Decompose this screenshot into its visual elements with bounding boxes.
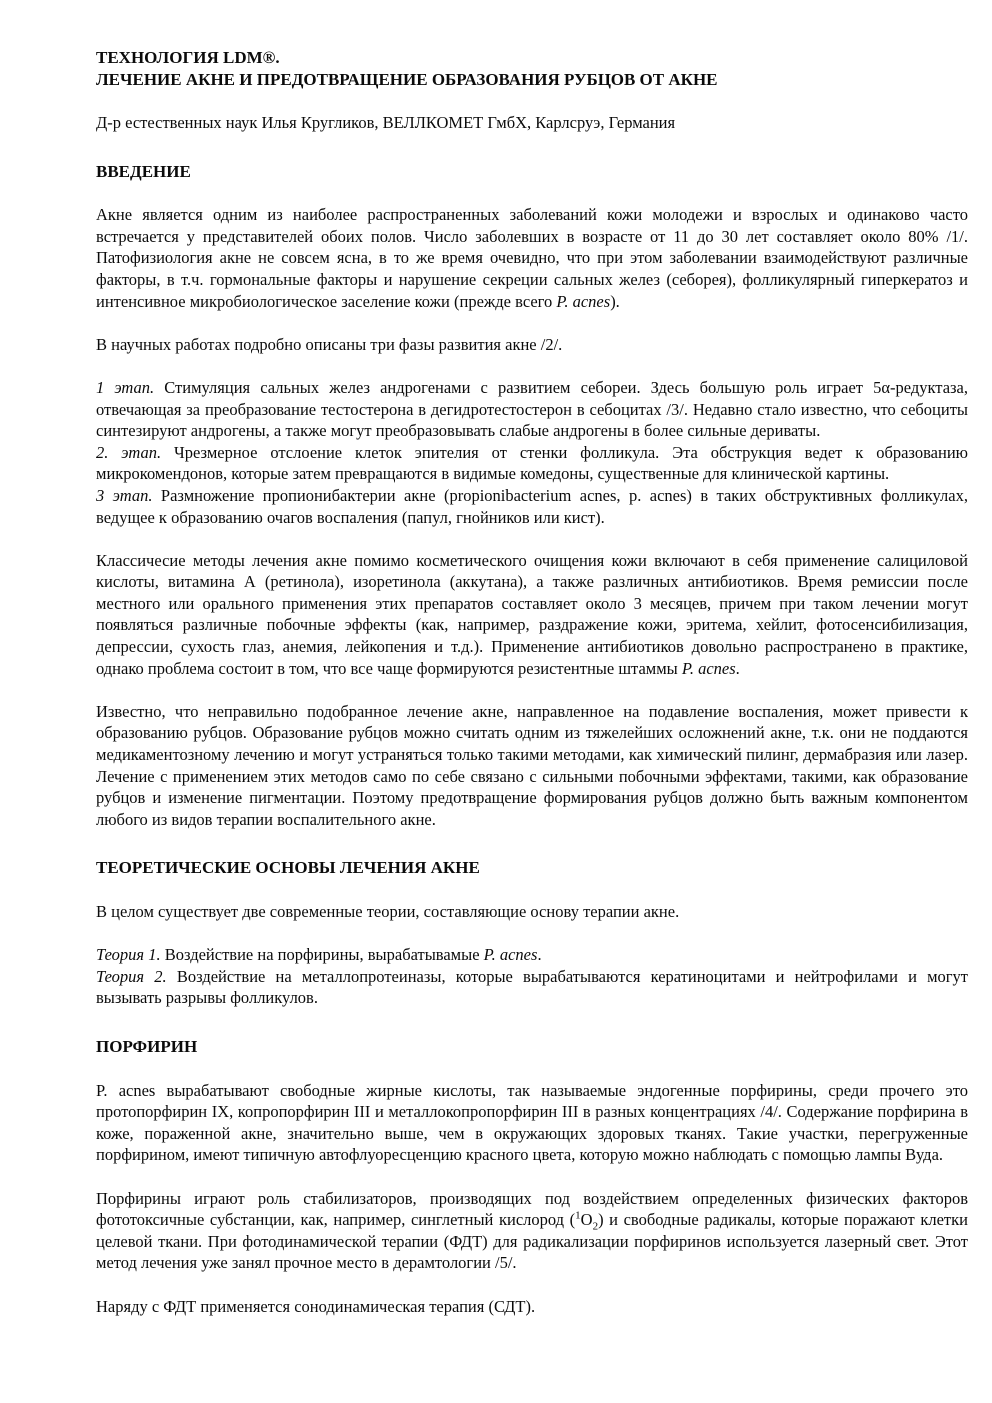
text-run: ) и свободные радикалы, которые поражают клетки целевой ткани. При фотодинамической терапии (ФДТ) для радикализации порфиринов используется лазерный свет. Этот метод лечения уже занял прочное место в дерамтологии /5/. xyxy=(96,1210,968,1273)
text-run: 2 xyxy=(592,1220,599,1233)
text-run: Теория 1. xyxy=(96,945,161,965)
text-run: P. acnes xyxy=(681,658,736,678)
text-run: Классичесие методы лечения акне помимо косметического очищения кожи включают в себя применение салициловой кислоты, витамина А (ретинола), изоретинола (аккутана), а также различных антибиотиков. Время ремиссии после местного или орального применения этих препаратов составляет около 3 месяцев, причем при таком лечении могут появляться различные побочные эффекты (как, например, раздражение кожи, эритема, хейлит, фотосенсибилизация, депрессии, сухость глаз, анемия, лейкопения и т.д.). Применение антибиотиков довольно распространено в практике, однако проблема состоит в том, что все чаще формируются резистентные штаммы xyxy=(96,550,968,678)
text-run: Теория 2. xyxy=(96,966,167,986)
text-run: Воздействие на металлопротеиназы, которые вырабатываются кератиноцитами и нейтрофилами и могут вызывать разрывы фолликулов. xyxy=(96,966,968,1008)
para-porphyrin-production: P. acnes вырабатывают свободные жирные кислоты, так называемые эндогенные порфирины, среди прочего это протопорфирин IX, копропорфирин III и металлокопропорфирин III в разных концентрациях /4/. Содержание порфирина в коже, пораженной акне, значительно выше, чем в окружающих здоровых тканях. Такие участки, перегруженные порфирином, имеют типичную автофлуоресценцию красного цвета, которую можно наблюдать с помощью лампы Вуда. xyxy=(96,1080,968,1165)
section-heading-introduction: ВВЕДЕНИЕ xyxy=(96,161,191,181)
text-run: 2. этап. xyxy=(96,442,162,462)
text-run: ). xyxy=(610,291,620,311)
doc-title-line-1: ТЕХНОЛОГИЯ LDM®. xyxy=(96,48,280,67)
text-run: . xyxy=(537,945,542,965)
para-scars-risk: Известно, что неправильно подобранное лечение акне, направленное на подавление воспаления, может привести к образованию рубцов. Образование рубцов можно считать одним из тяжелейших осложнений акне, т.к. они не поддаются медикаментозному лечению и могут устраняться только такими методами, как химический пилинг, дермабразия или лазер. Лечение с применением этих методов само по себе связано с сильными побочными эффектами, такими, как образование рубцов и изменение пигментации. Поэтому предотвращение формирования рубцов должно быть важным компонентом любого из видов терапии воспалительного акне. xyxy=(96,701,968,829)
para-three-phases-intro: В научных работах подробно описаны три фазы развития акне /2/. xyxy=(96,334,563,354)
para-theory-2 xyxy=(96,966,968,1009)
text-run: . xyxy=(735,658,740,678)
text-run: 1 xyxy=(575,1209,581,1222)
section-heading-porphyrin: ПОРФИРИН xyxy=(96,1036,198,1056)
text-run: P. acnes xyxy=(483,945,538,965)
text-run: Воздействие на порфирины, вырабатывамые xyxy=(160,945,484,965)
para-stage-1 xyxy=(96,377,968,442)
text-run: Стимуляция сальных желез андрогенами с развитием себореи. Здесь большую роль играет 5α-редуктаза, отвечающая за преобразование тестостерона в дегидротестостерон в себоцитах /3/. Недавно стало известно, что себоциты синтезируют андрогены, а также могут преобразовывать слабые андрогены в более сильные дериваты. xyxy=(96,377,968,441)
text-run: 1 этап. xyxy=(96,377,155,397)
document-blocks xyxy=(96,161,968,1318)
para-sdt: Наряду с ФДТ применяется сонодинамическая терапия (СДТ). xyxy=(96,1296,536,1316)
text-run: Размножение пропионибактерии акне (propionibacterium acnes, p. acnes) в таких обструктивных фолликулах, ведущее к образованию очагов воспаления (папул, гнойников или кист). xyxy=(96,485,968,527)
para-porphyrin-role xyxy=(96,1188,968,1274)
doc-title xyxy=(96,47,968,91)
doc-byline: Д-р естественных наук Илья Кругликов, ВЕЛЛКОМЕТ ГмбХ, Карлсруэ, Германия xyxy=(96,113,676,132)
para-theory-1 xyxy=(96,944,968,966)
para-two-theories: В целом существует две современные теории, составляющие основу терапии акне. xyxy=(96,902,680,921)
para-classic-methods xyxy=(96,550,968,680)
text-run: O xyxy=(580,1210,593,1230)
para-stage-2 xyxy=(96,442,968,485)
doc-title-line-2: ЛЕЧЕНИЕ АКНЕ И ПРЕДОТВРАЩЕНИЕ ОБРАЗОВАНИЯ РУБЦОВ ОТ АКНЕ xyxy=(96,70,718,89)
text-run: P. acnes xyxy=(556,291,611,311)
text-run: Акне является одним из наиболее распространенных заболеваний кожи молодежи и взрослых и одинаково часто встречается у представителей обоих полов. Число заболевших в возрасте от 11 до 30 лет составляет около 80% /1/. Патофизиология акне не совсем ясна, в то же время очевидно, что при этом заболевании взаимодействуют различные факторы, в т.ч. гормональные факторы и нарушение секреции сальных желез (себорея), фолликулярный гиперкератоз и интенсивное микробиологическое заселение кожи (прежде всего xyxy=(96,205,968,311)
text-run: 3 этап. xyxy=(96,485,153,505)
text-run: Чрезмерное отслоение клеток эпителия от стенки фолликула. Эта обструкция ведет к образованию микрокомендонов, которые затем превращаются в видимые комедоны, существенные для клинической картины. xyxy=(96,442,968,484)
text-run: Порфирины играют роль стабилизаторов, производящих под воздействием определенных физических факторов фототоксичные субстанции, как, например, синглетный кислород ( xyxy=(96,1188,968,1230)
para-acne-prevalence xyxy=(96,204,968,312)
section-heading-theory: ТЕОРЕТИЧЕСКИЕ ОСНОВЫ ЛЕЧЕНИЯ АКНЕ xyxy=(96,858,480,878)
para-stage-3 xyxy=(96,485,968,528)
